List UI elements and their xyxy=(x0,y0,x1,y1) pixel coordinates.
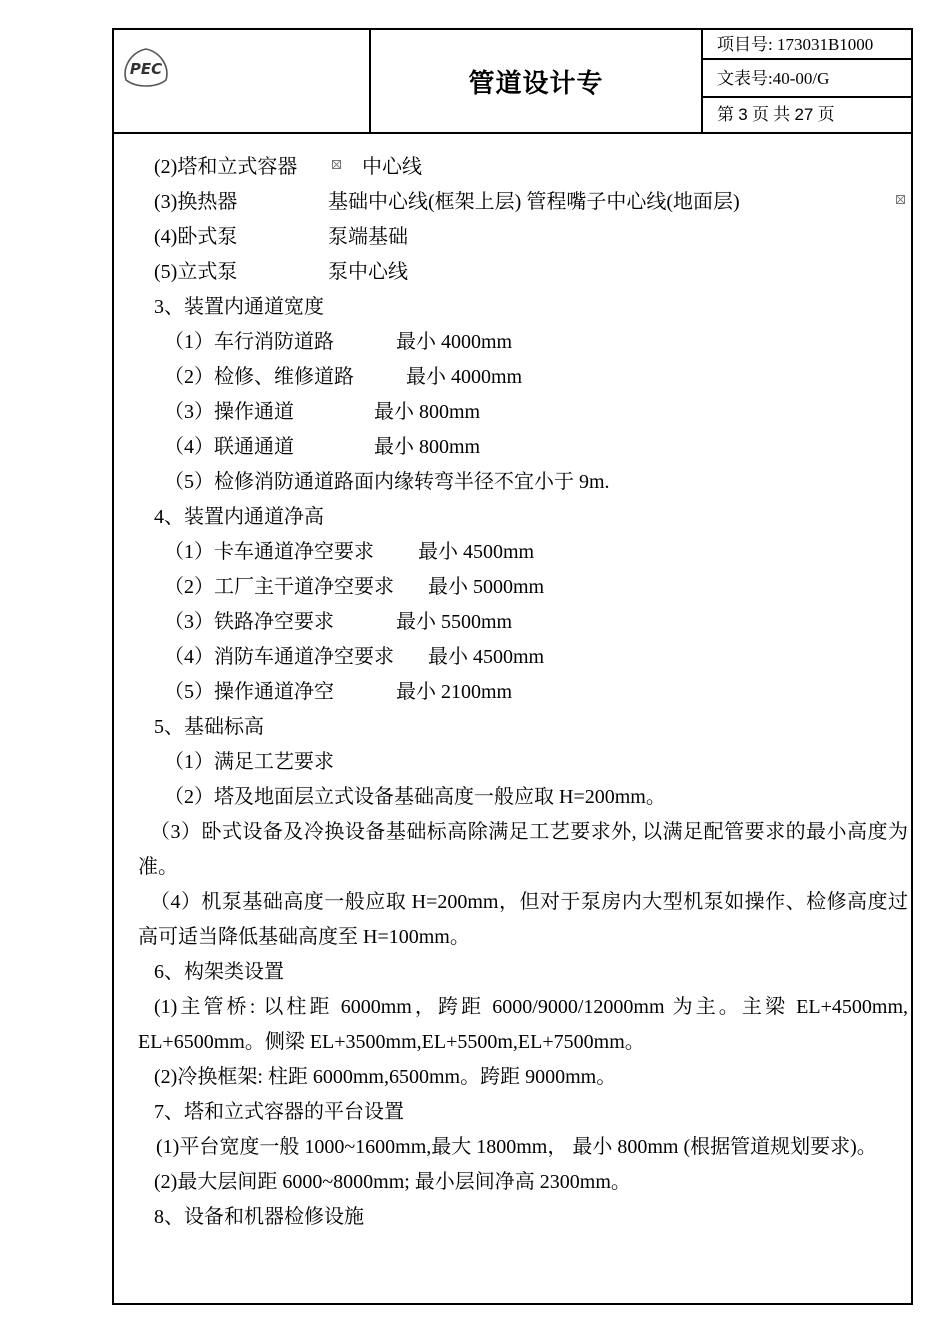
list-item: （1）卡车通道净空要求 最小 4500mm xyxy=(164,541,535,563)
svg-text:PEC: PEC xyxy=(129,60,163,78)
missing-image-icon xyxy=(332,160,341,169)
list-item: (2)塔和立式容器 中心线 xyxy=(154,156,422,178)
page-label-3: 页 xyxy=(817,105,835,124)
list-item: （2）塔及地面层立式设备基础高度一般应取 H=200mm。 xyxy=(164,786,666,808)
list-item: (2)冷换框架: 柱距 6000mm,6500mm。跨距 9000mm。 xyxy=(154,1066,617,1088)
section-heading: 4、装置内通道净高 xyxy=(154,506,324,528)
title-cell xyxy=(371,30,703,132)
list-item: （4）联通通道 最小 800mm xyxy=(164,436,481,458)
list-item: (4)卧式泵 泵端基础 xyxy=(154,226,408,248)
list-item: （5）检修消防通道路面内缘转弯半径不宜小于 9m. xyxy=(164,471,610,493)
list-item: （4）消防车通道净空要求 最小 4500mm xyxy=(164,646,545,668)
list-item: （2）工厂主干道净空要求 最小 5000mm xyxy=(164,576,545,598)
list-item: (3)换热器 基础中心线(框架上层) 管程嘴子中心线(地面层) xyxy=(138,185,908,220)
document-body xyxy=(138,150,908,1235)
list-item: （2）检修、维修道路 最小 4000mm xyxy=(164,366,523,388)
document-title: 管道设计专 xyxy=(468,69,604,98)
page-label-2: 页 共 xyxy=(751,105,791,124)
list-item: (2)最大层间距 6000~8000mm; 最小层间净高 2300mm。 xyxy=(154,1171,631,1193)
list-item: （1）满足工艺要求 xyxy=(164,751,334,773)
section-heading: 3、装置内通道宽度 xyxy=(154,296,324,318)
project-number: 项目号: 173031B1000 xyxy=(703,30,911,60)
list-item: (5)立式泵 泵中心线 xyxy=(154,261,408,283)
page-label-1: 第 xyxy=(717,105,734,124)
pec-logo-icon xyxy=(120,46,172,90)
paragraph: （3）卧式设备及冷换设备基础标高除满足工艺要求外, 以满足配管要求的最小高度为准。 xyxy=(138,821,908,878)
info-cell xyxy=(703,30,911,132)
paragraph: (1)主管桥: 以柱距 6000mm，跨距 6000/9000/12000mm 为主。主梁 EL+4500mm, EL+6500mm。侧梁 EL+3500mm,EL+5500m,EL+7500mm。 xyxy=(138,996,908,1053)
paragraph: (1)平台宽度一般 1000~1600mm,最大 1800mm， 最小 800mm (根据管道规划要求)。 xyxy=(156,1136,877,1158)
section-heading: 7、塔和立式容器的平台设置 xyxy=(154,1101,404,1123)
paragraph: （4）机泵基础高度一般应取 H=200mm，但对于泵房内大型机泵如操作、检修高度过高可适当降低基础高度至 H=100mm。 xyxy=(138,891,908,948)
list-item: （5）操作通道净空 最小 2100mm xyxy=(164,681,513,703)
document-frame xyxy=(112,28,913,1305)
form-number: 文表号:40-00/G xyxy=(703,60,911,98)
section-heading: 6、构架类设置 xyxy=(154,961,284,983)
section-heading: 5、基础标高 xyxy=(154,716,264,738)
list-item: （1）车行消防道路 最小 4000mm xyxy=(164,331,513,353)
list-item: （3）铁路净空要求 最小 5500mm xyxy=(164,611,513,633)
document-header xyxy=(114,30,911,134)
missing-image-icon xyxy=(896,195,905,204)
section-heading: 8、设备和机器检修设施 xyxy=(154,1206,364,1228)
page-total: 27 xyxy=(794,105,814,124)
page-current: 3 xyxy=(738,105,748,124)
logo-cell xyxy=(114,30,371,132)
page-indicator xyxy=(703,98,911,132)
list-item: （3）操作通道 最小 800mm xyxy=(164,401,481,423)
